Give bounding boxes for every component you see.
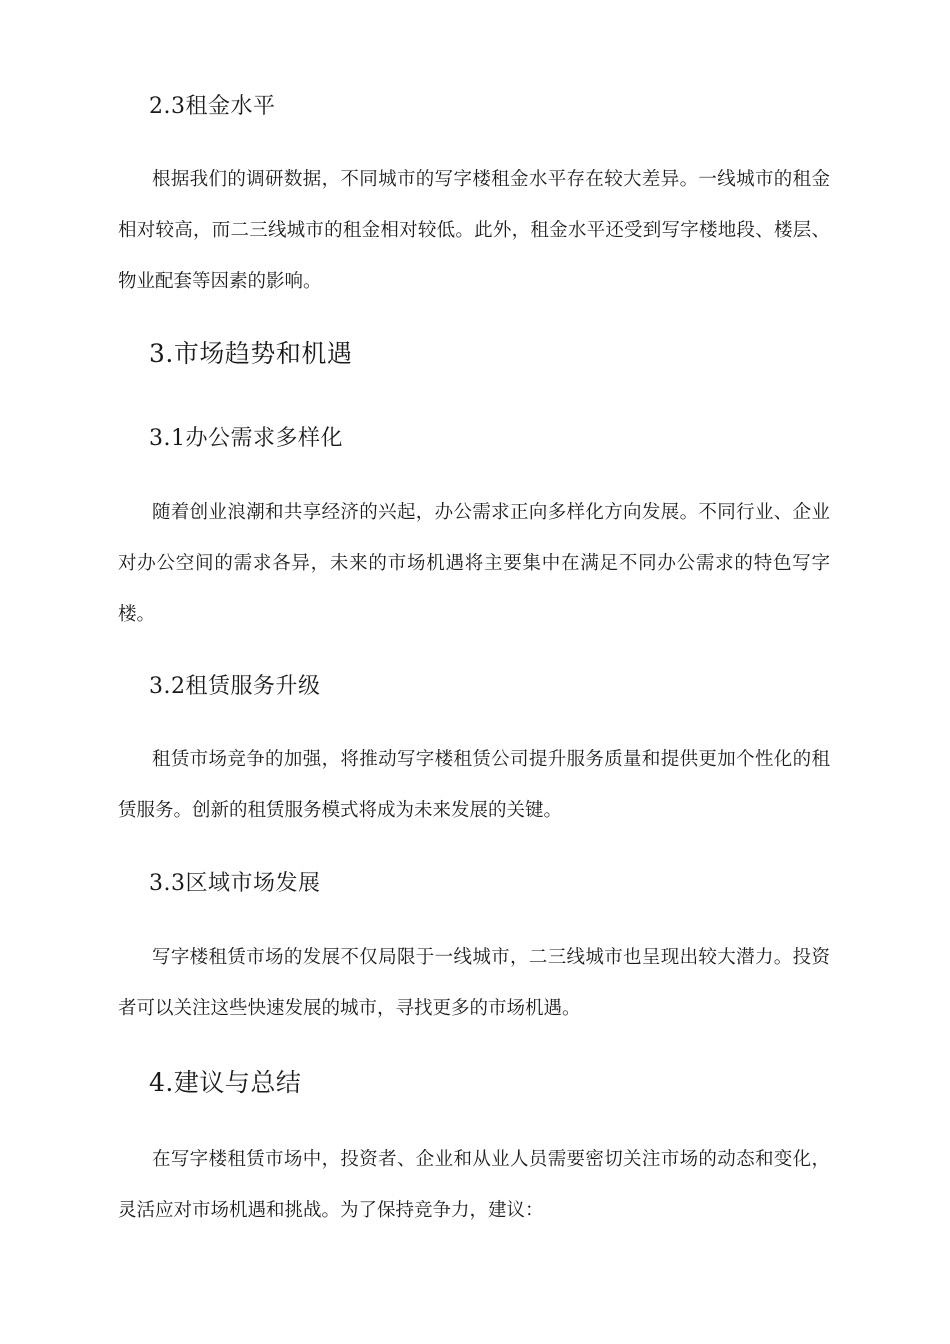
heading-4: 4.建议与总结 [149, 1068, 302, 1097]
heading-3: 3.市场趋势和机遇 [149, 339, 353, 368]
paragraph-4: 在写字楼租赁市场中，投资者、企业和从业人员需要密切关注市场的动态和变化，灵活应对市场机遇和挑战。为了保持竞争力，建议： [118, 1149, 830, 1221]
paragraph-3-1: 随着创业浪潮和共享经济的兴起，办公需求正向多样化方向发展。不同行业、企业对办公空间的需求各异，未来的市场机遇将主要集中在满足不同办公需求的特色写字楼。 [118, 502, 830, 625]
heading-3-3: 3.3区域市场发展 [149, 871, 321, 896]
paragraph-3-3: 写字楼租赁市场的发展不仅局限于一线城市，二三线城市也呈现出较大潜力。投资者可以关注这些快速发展的城市，寻找更多的市场机遇。 [118, 947, 830, 1019]
paragraph-2-3: 根据我们的调研数据，不同城市的写字楼租金水平存在较大差异。一线城市的租金相对较高，而二三线城市的租金相对较低。此外，租金水平还受到写字楼地段、楼层、物业配套等因素的影响。 [118, 169, 830, 292]
heading-3-1: 3.1办公需求多样化 [149, 426, 343, 451]
paragraph-3-2: 租赁市场竞争的加强，将推动写字楼租赁公司提升服务质量和提供更加个性化的租赁服务。创新的租赁服务模式将成为未来发展的关键。 [118, 749, 830, 821]
heading-2-3: 2.3租金水平 [149, 94, 276, 119]
heading-3-2: 3.2租赁服务升级 [149, 674, 321, 699]
